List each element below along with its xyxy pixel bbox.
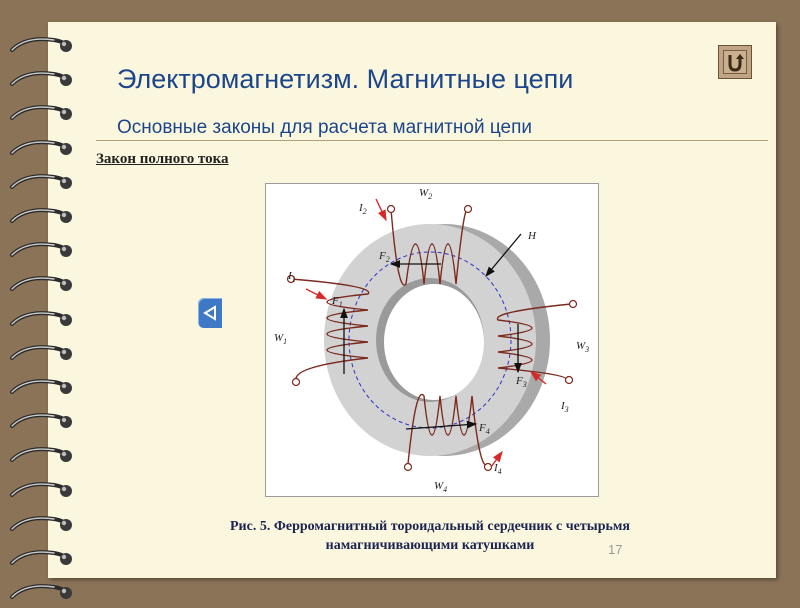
- spiral-ring: [6, 169, 72, 191]
- spiral-ring: [6, 408, 72, 430]
- previous-slide-button[interactable]: [198, 298, 222, 328]
- spiral-ring: [6, 442, 72, 464]
- label-h: H: [528, 230, 536, 242]
- spiral-ring: [6, 579, 72, 601]
- spiral-ring: [6, 511, 72, 533]
- label-w3: $W_3$: [576, 340, 590, 354]
- toroid-diagram: [266, 184, 598, 496]
- label-i1: $I_1$: [288, 270, 296, 284]
- spiral-ring: [6, 271, 72, 293]
- return-button[interactable]: [718, 45, 752, 79]
- triangle-left-icon: [198, 298, 222, 328]
- divider: [96, 140, 768, 141]
- caption-line-2: намагничивающими катушками: [325, 538, 535, 553]
- page-number: 17: [608, 542, 623, 557]
- spiral-ring: [6, 237, 72, 259]
- label-f4: $F_4$: [479, 422, 490, 436]
- label-w4: $W_4$: [434, 480, 448, 494]
- spiral-ring: [6, 203, 72, 225]
- u-turn-return-icon: [723, 50, 747, 74]
- spiral-ring: [6, 306, 72, 328]
- label-f2: $F_2$: [379, 250, 390, 264]
- label-w1: $W_1$: [274, 332, 288, 346]
- label-w2: $W_2$: [419, 187, 433, 201]
- spiral-ring: [6, 545, 72, 567]
- spiral-ring: [6, 135, 72, 157]
- label-i3: $I_3$: [561, 400, 569, 414]
- spiral-ring: [6, 100, 72, 122]
- spiral-ring: [6, 66, 72, 88]
- spiral-ring: [6, 340, 72, 362]
- spiral-ring: [6, 32, 72, 54]
- spiral-ring: [6, 374, 72, 396]
- label-f3: $F_3$: [516, 375, 527, 389]
- toroid-figure: [265, 183, 599, 497]
- slide-subtitle: Основные законы для расчета магнитной цепи: [117, 117, 533, 138]
- label-i2: $I_2$: [359, 202, 367, 216]
- spiral-ring: [6, 477, 72, 499]
- figure-caption: [180, 517, 680, 555]
- label-f1: $F_1$: [332, 295, 343, 309]
- caption-line-1: Рис. 5. Ферромагнитный тороидальный сердечник с четырьмя: [230, 519, 630, 534]
- slide-title: Электромагнетизм. Магнитные цепи: [117, 64, 574, 94]
- section-heading: Закон полного тока: [96, 151, 229, 167]
- label-i4: $I_4$: [494, 462, 502, 476]
